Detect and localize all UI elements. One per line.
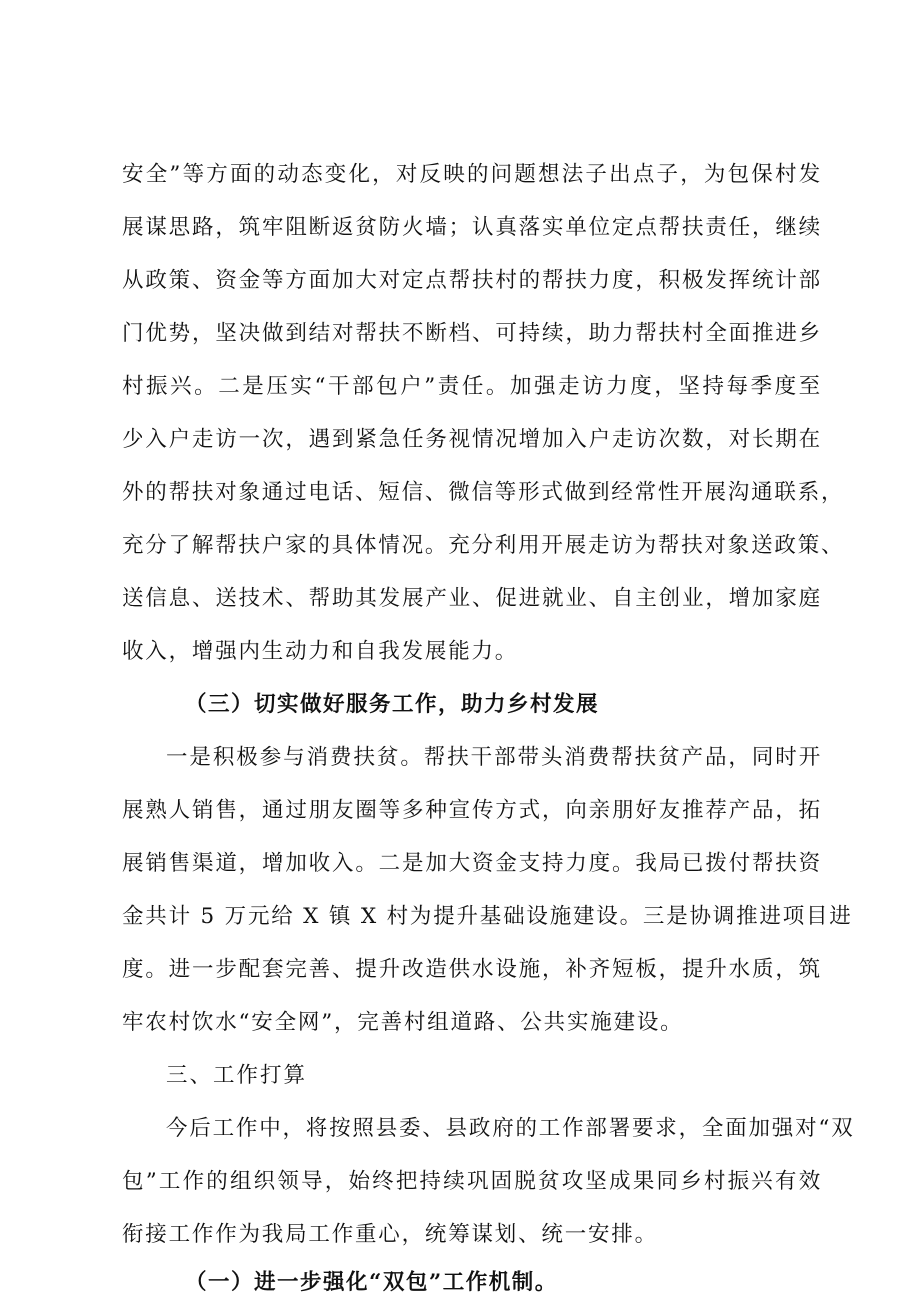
paragraph-line: 度。进一步配套完善、提升改造供水设施，补齐短板，提升水质，筑 bbox=[122, 957, 822, 982]
paragraph-line: 包”工作的组织领导，始终把持续巩固脱贫攻坚成果同乡村振兴有效 bbox=[122, 1169, 822, 1194]
paragraph-line: 牢农村饮水“安全网”，完善村组道路、公共实施建设。 bbox=[122, 1010, 684, 1035]
paragraph-line: 充分了解帮扶户家的具体情况。充分利用开展走访为帮扶对象送政策、 bbox=[122, 533, 845, 558]
paragraph-line: 收入，增强内生动力和自我发展能力。 bbox=[122, 639, 519, 664]
paragraph-line: 门优势，坚决做到结对帮扶不断档、可持续，助力帮扶村全面推进乡 bbox=[122, 321, 822, 346]
paragraph-line: 少入户走访一次，遇到紧急任务视情况增加入户走访次数，对长期在 bbox=[122, 427, 822, 452]
paragraph-line: 一是积极参与消费扶贫。帮扶干部带头消费帮扶贫产品，同时开 bbox=[166, 745, 822, 770]
paragraph-line: 今后工作中，将按照县委、县政府的工作部署要求，全面加强对“双 bbox=[166, 1116, 855, 1141]
paragraph-line: 展销售渠道，增加收入。二是加大资金支持力度。我局已拨付帮扶资 bbox=[122, 851, 822, 876]
section-heading: （三）切实做好服务工作，助力乡村发展 bbox=[185, 692, 600, 717]
paragraph-line: 送信息、送技术、帮助其发展产业、促进就业、自主创业，增加家庭 bbox=[122, 586, 822, 611]
paragraph-line: 衔接工作作为我局工作重心，统筹谋划、统一安排。 bbox=[122, 1222, 658, 1247]
chapter-heading: 三、工作打算 bbox=[166, 1063, 308, 1088]
paragraph-line: 外的帮扶对象通过电话、短信、微信等形式做到经常性开展沟通联系， bbox=[122, 480, 845, 505]
paragraph-line: 从政策、资金等方面加大对定点帮扶村的帮扶力度，积极发挥统计部 bbox=[122, 268, 822, 293]
paragraph-line: 村振兴。二是压实“干部包户”责任。加强走访力度，坚持每季度至 bbox=[122, 374, 822, 399]
paragraph-line: 安全”等方面的动态变化，对反映的问题想法子出点子，为包保村发 bbox=[122, 162, 822, 187]
paragraph-line: 展谋思路，筑牢阻断返贫防火墙；认真落实单位定点帮扶责任，继续 bbox=[122, 215, 822, 240]
paragraph-line: 金共计 5 万元给 X 镇 X 村为提升基础设施建设。三是协调推进项目进 bbox=[122, 904, 853, 929]
paragraph-line: 展熟人销售，通过朋友圈等多种宣传方式，向亲朋好友推荐产品，拓 bbox=[122, 798, 822, 823]
subsection-heading: （一）进一步强化“双包”工作机制。 bbox=[185, 1270, 558, 1295]
